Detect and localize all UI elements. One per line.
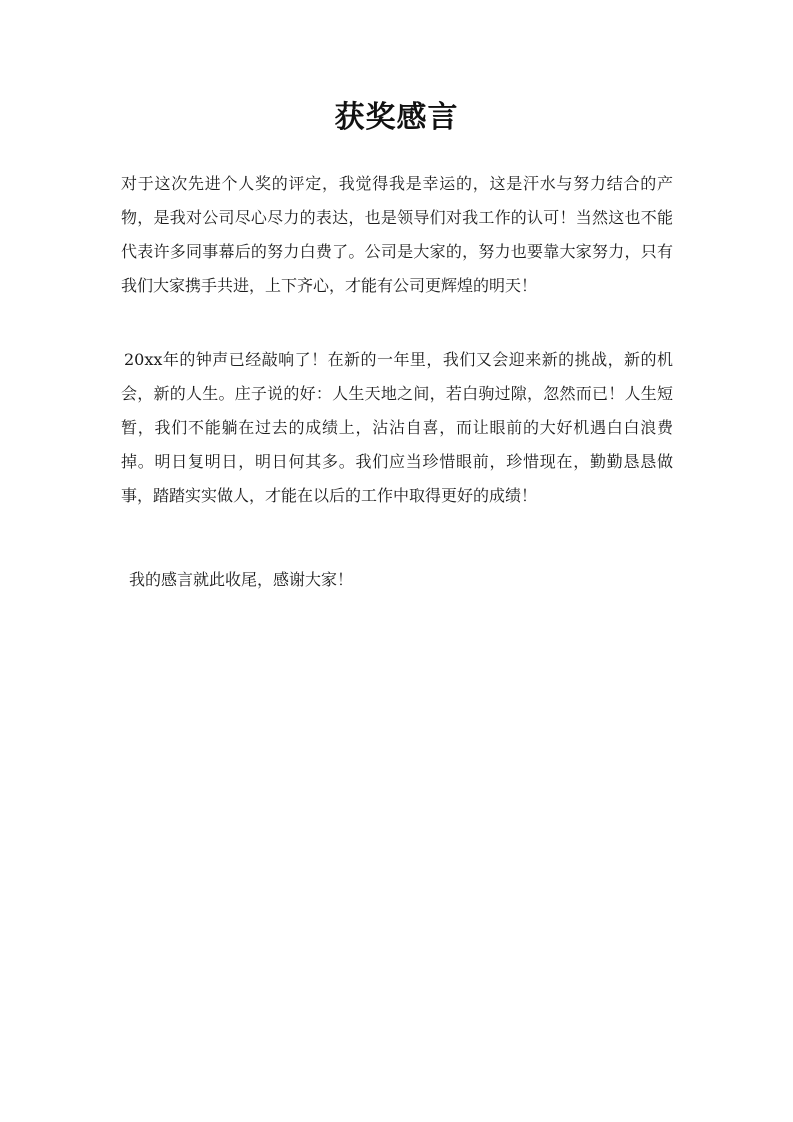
paragraph-1: 对于这次先进个人奖的评定，我觉得我是幸运的，这是汗水与努力结合的产物，是我对公司尽心尽力的表达，也是领导们对我工作的认可！当然这也不能代表许多同事幕后的努力白费了。公司是大家的，努力也要靠大家努力，只有我们大家携手共进，上下齐心，才能有公司更辉煌的明天！ xyxy=(121,174,673,295)
paragraph-2: 20xx年的钟声已经敲响了！在新的一年里，我们又会迎来新的挑战，新的机会，新的人生。庄子说的好：人生天地之间，若白驹过隙，忽然而已！人生短暂，我们不能躺在过去的成绩上，沾沾自喜，而让眼前的大好机遇白白浪费掉。明日复明日，明日何其多。我们应当珍惜眼前，珍惜现在，勤勤恳恳做事，踏踏实实做人，才能在以后的工作中取得更好的成绩！ xyxy=(121,350,673,505)
document-title: 获奖感言 xyxy=(334,100,459,135)
paragraph-3: 我的感言就此收尾，感谢大家！ xyxy=(129,570,354,589)
